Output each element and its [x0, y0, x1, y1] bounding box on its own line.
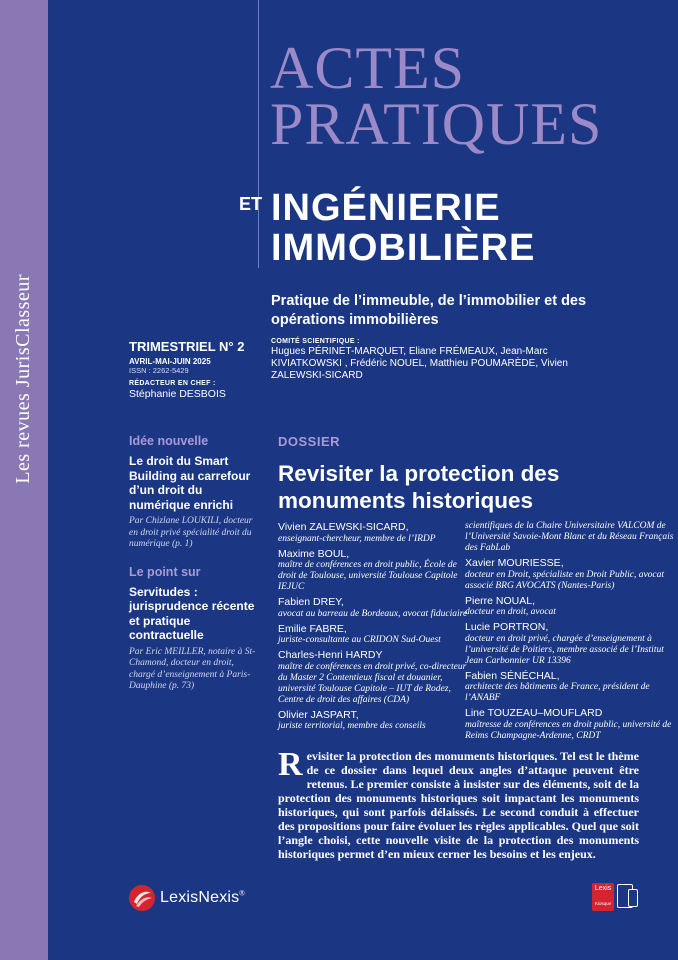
- title-ingenierie-immobiliere: [271, 188, 535, 268]
- editor-name: Stéphanie DESBOIS: [129, 388, 226, 400]
- journal-subtitle: Pratique de l’immeuble, de l’immobilier et des opérations immobilières: [271, 293, 587, 328]
- kiosque-brand: Lexis: [594, 885, 612, 892]
- lexisnexis-logo: [128, 883, 245, 913]
- author-entry: [278, 521, 468, 545]
- author-role: juriste-consultante au CRIDON Sud-Ouest: [278, 635, 441, 645]
- article-byline: Par Eric MEILLER, notaire à St-Chamond, docteur en droit, chargé d’enseignement à Paris-Dauphine (p. 73): [129, 646, 256, 691]
- article-title: Le droit du Smart Building au carrefour d’un droit du numérique enrichi: [129, 454, 251, 512]
- title-connector: ET: [239, 194, 263, 214]
- committee-label: COMITÉ SCIENTIFIQUE :: [271, 338, 360, 345]
- author-name: Pierre NOUAL,: [465, 594, 536, 607]
- issue-info: [129, 339, 259, 375]
- author-role: docteur en droit privé, chargée d’enseignement à l’université de Poitiers, membre associé de l’Institut Jean Carbonnier UR 13396: [465, 633, 664, 666]
- author-entry: [278, 709, 468, 733]
- author-role: enseignant-chercheur, membre de l’IRDP: [278, 533, 436, 544]
- title-line-3: INGÉNIERIE: [271, 187, 501, 229]
- author-entry: [278, 623, 468, 647]
- title-actes-pratiques: [270, 35, 603, 157]
- author-name: Olivier JASPART,: [278, 708, 359, 721]
- lexisnexis-mark-icon: [128, 884, 156, 912]
- kiosque-badge-icon: [592, 883, 614, 911]
- kiosque-sub: Kiosque: [594, 901, 612, 906]
- issue-number: TRIMESTRIEL N° 2: [129, 339, 245, 354]
- editor-in-chief: [129, 380, 259, 400]
- author-name: Lucie PORTRON,: [465, 621, 549, 633]
- author-role: maître de conférences en droit public, École de droit de Toulouse, université Toulouse Capitole IEJUC: [278, 560, 458, 592]
- title-line-1: ACTES: [270, 35, 466, 101]
- left-column: [129, 434, 261, 693]
- scientific-committee: [271, 338, 571, 382]
- author-entry: [465, 595, 675, 619]
- section-idee-nouvelle: [129, 434, 261, 551]
- lexis-kiosque-badge: [592, 883, 642, 913]
- author-name: Xavier MOURIESSE,: [465, 557, 564, 569]
- article-title: Servitudes : jurisprudence récente et pratique contractuelle: [129, 584, 255, 642]
- author-role: juriste territorial, membre des conseils: [278, 721, 426, 731]
- author-role: maîtresse de conférences en droit public, université de Reims Champagne-Ardenne, CRDT: [465, 719, 672, 741]
- author-entry: [278, 596, 468, 620]
- author-entry: [465, 621, 675, 667]
- title-line-2: PRATIQUES: [270, 91, 603, 157]
- author-entry: [465, 557, 675, 592]
- dossier-label: DOSSIER: [278, 434, 341, 449]
- publisher-name: LexisNexis®: [160, 889, 245, 906]
- author-name: Charles-Henri HARDY: [278, 649, 383, 661]
- author-name: Fabien DREY,: [278, 596, 344, 608]
- author-name: Fabien SÉNÉCHAL,: [465, 669, 560, 682]
- dossier-title: Revisiter la protection des monuments historiques: [278, 461, 560, 513]
- dossier-introduction: [278, 746, 639, 861]
- author-role: maître de conférences en droit privé, co-directeur du Master 2 Contentieux fiscal et douanier, université Toulouse Capitole – IUT de Rodez, Centre de droit des affaires (CDA): [278, 661, 467, 705]
- author-name: Emilie FABRE,: [278, 622, 347, 635]
- section-le-point-sur: [129, 565, 261, 693]
- section-label: Idée nouvelle: [129, 434, 209, 448]
- author-role: docteur en droit, avocat: [465, 607, 556, 617]
- header-divider: [258, 0, 259, 268]
- author-name: Maxime BOUL,: [278, 547, 350, 560]
- article-byline: Par Chizlane LOUKILI, docteur en droit privé spécialité droit du numérique (p. 1): [129, 516, 253, 549]
- author-role-continuation: scientifiques de la Chaire Universitaire VALCOM de l’Université Savoie-Mont Blanc et du Réseau Français des FabLab: [465, 521, 674, 553]
- issue-date: AVRIL-MAI-JUIN 2025: [129, 357, 211, 366]
- committee-names: Hugues PÉRINET-MARQUET, Eliane FRÉMEAUX, Jean-Marc KIVIATKOWSKI , Frédéric NOUEL, Matthieu POUMARÈDE, Vivien ZALEWSKI-SICARD: [271, 346, 568, 381]
- series-title: Les revues JurisClasseur: [12, 274, 34, 484]
- author-entry: [465, 707, 675, 742]
- editor-label: RÉDACTEUR EN CHEF :: [129, 380, 216, 387]
- author-role: avocat au barreau de Bordeaux, avocat fiduciaire: [278, 608, 468, 619]
- issue-issn: ISSN : 2262-5429: [129, 366, 189, 375]
- author-role: architecte des bâtiments de France, président de l’ANABF: [465, 682, 650, 703]
- author-entry: [465, 670, 675, 705]
- author-name: Vivien ZALEWSKI-SICARD,: [278, 521, 409, 533]
- section-label: Le point sur: [129, 564, 201, 579]
- authors-right-column: [465, 521, 675, 745]
- intro-dropcap: R: [278, 746, 303, 783]
- author-entry: [278, 649, 468, 706]
- authors-left-column: [278, 521, 468, 735]
- title-line-4: IMMOBILIÈRE: [271, 227, 536, 269]
- phone-icon: [628, 889, 638, 907]
- author-role: docteur en Droit, spécialiste en Droit Public, avocat associé BRG AVOCATS (Nantes-Paris): [465, 569, 665, 591]
- intro-text: evisiter la protection des monuments historiques. Tel est le thème de ce dossier dans lequel deux angles d’attaque peuvent être retenus. Le premier consiste à insister sur des éléments, soit de la protection des monuments historiques soit impactant les monuments historiques, qui sont parfois délaissés. Le second conduit à effectuer des propositions pour faire évoluer les règles applicables. Quel que soit l’angle choisi, cette nouvelle visite de la protection des monuments historiques permet d’en mieux cerner les besoins et les enjeux.: [278, 749, 639, 861]
- sidebar-band: [0, 0, 48, 960]
- author-entry: [278, 548, 468, 594]
- author-name: Line TOUZEAU–MOUFLARD: [465, 707, 603, 719]
